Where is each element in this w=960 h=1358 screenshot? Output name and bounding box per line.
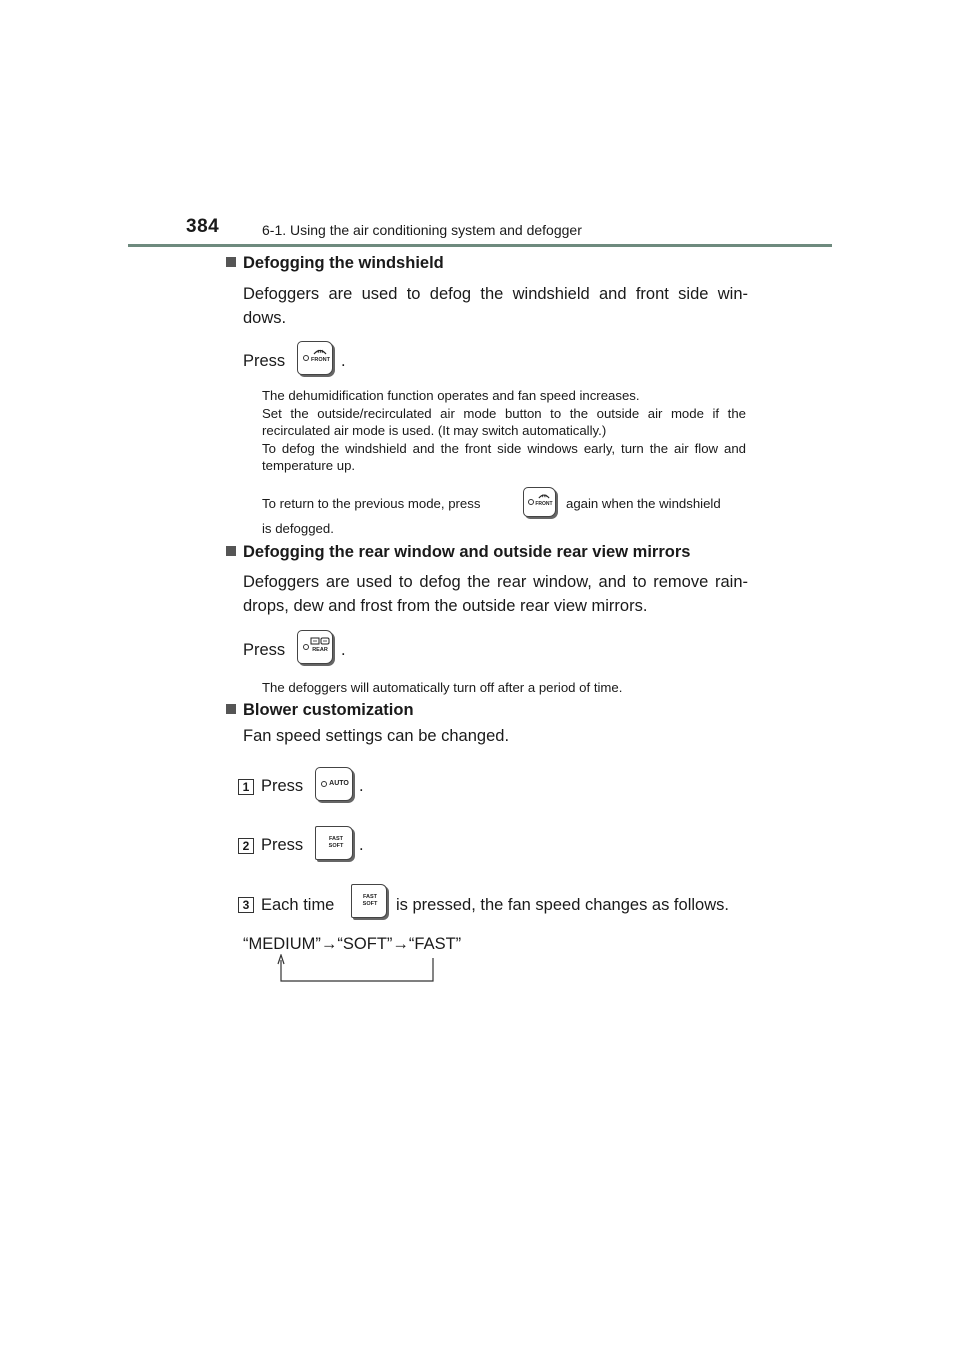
step-2-text-after: . [359, 836, 364, 854]
rear-note: The defoggers will automatically turn off after a period of time. [262, 680, 623, 695]
page-number: 384 [186, 216, 220, 237]
rear-mirror-defog-icon [310, 637, 330, 645]
heading-square-icon [226, 704, 236, 714]
windshield-intro [243, 282, 748, 330]
rear-heading [226, 543, 690, 562]
return-text-after: again when the windshield [566, 496, 721, 511]
return-text-before: To return to the previous mode, press [262, 496, 481, 511]
auto-button-label: AUTO [329, 780, 349, 787]
rear-intro-line1: Defoggers are used to defog the rear window, and to remove rain- [243, 573, 748, 591]
return-text-line2: is defogged. [262, 521, 334, 536]
windshield-heading [226, 254, 444, 273]
sequence-arrow-icon: → [392, 935, 409, 953]
step-1-text-before: Press [261, 777, 304, 795]
step-2-text-before: Press [261, 836, 304, 854]
auto-button[interactable] [315, 767, 353, 801]
windshield-note-2: Set the outside/recirculated air mode button to the outside air mode if the recirculated air mode is used. (It may switch automatically.) [262, 405, 746, 438]
blower-intro: Fan speed settings can be changed. [243, 727, 510, 745]
windshield-note-1: The dehumidification function operates and fan speed increases. [262, 388, 640, 403]
blower-heading-text: Blower customization [243, 701, 414, 719]
rear-intro-line2: drops, dew and frost from the outside rear view mirrors. [243, 597, 648, 615]
windshield-intro-line1: Defoggers are used to defog the windshield and front side win- [243, 285, 748, 303]
windshield-press-text: Press [243, 352, 286, 370]
header-divider [128, 244, 832, 247]
rear-button-label: REAR [312, 647, 328, 653]
front-button-label: FRONT [535, 501, 553, 507]
indicator-dot-icon [303, 355, 309, 361]
windshield-defog-icon [313, 347, 327, 355]
front-defogger-button-inline[interactable] [523, 487, 556, 517]
rear-intro [243, 570, 748, 618]
blower-heading [226, 701, 414, 720]
step-number-2: 2 [238, 838, 254, 854]
step-3-text-before: Each time [261, 896, 335, 914]
sequence-item-fast: “FAST” [408, 935, 462, 953]
windshield-intro-line2: dows. [243, 309, 287, 327]
windshield-press-period: . [341, 352, 346, 370]
rear-press-period: . [341, 641, 346, 659]
front-button-label: FRONT [311, 357, 330, 363]
sequence-arrow-icon: → [320, 935, 338, 953]
sequence-loop-arrow-icon [272, 954, 438, 986]
sequence-item-soft: “SOFT” [337, 935, 393, 953]
fan-speed-label-soft: SOFT [328, 843, 344, 849]
sequence-item-medium: “MEDIUM” [243, 935, 321, 953]
rear-heading-text: Defogging the rear window and outside rear view mirrors [243, 543, 691, 561]
heading-square-icon [226, 257, 236, 267]
windshield-note-3: To defog the windshield and the front side windows early, turn the air flow and temperature up. [262, 440, 746, 473]
indicator-dot-icon [303, 644, 309, 650]
windshield-defog-icon [538, 492, 550, 499]
rear-defogger-button[interactable] [297, 630, 333, 664]
windshield-heading-text: Defogging the windshield [243, 254, 444, 272]
indicator-dot-icon [528, 499, 534, 505]
step-3-text-after: is pressed, the fan speed changes as follows. [396, 896, 729, 914]
fan-speed-label-soft: SOFT [362, 901, 378, 907]
step-1-text-after: . [359, 777, 364, 795]
indicator-dot-icon [321, 781, 327, 787]
fan-speed-button[interactable] [315, 826, 353, 860]
step-number-1: 1 [238, 779, 254, 795]
fan-speed-label-fast: FAST [362, 894, 378, 900]
heading-square-icon [226, 546, 236, 556]
fan-speed-sequence [243, 935, 461, 954]
fan-speed-label-fast: FAST [328, 836, 344, 842]
front-defogger-button[interactable] [297, 341, 333, 375]
fan-speed-button-inline[interactable] [351, 884, 387, 918]
step-number-3: 3 [238, 897, 254, 913]
rear-press-text: Press [243, 641, 286, 659]
section-title: 6-1. Using the air conditioning system and defogger [262, 222, 582, 238]
